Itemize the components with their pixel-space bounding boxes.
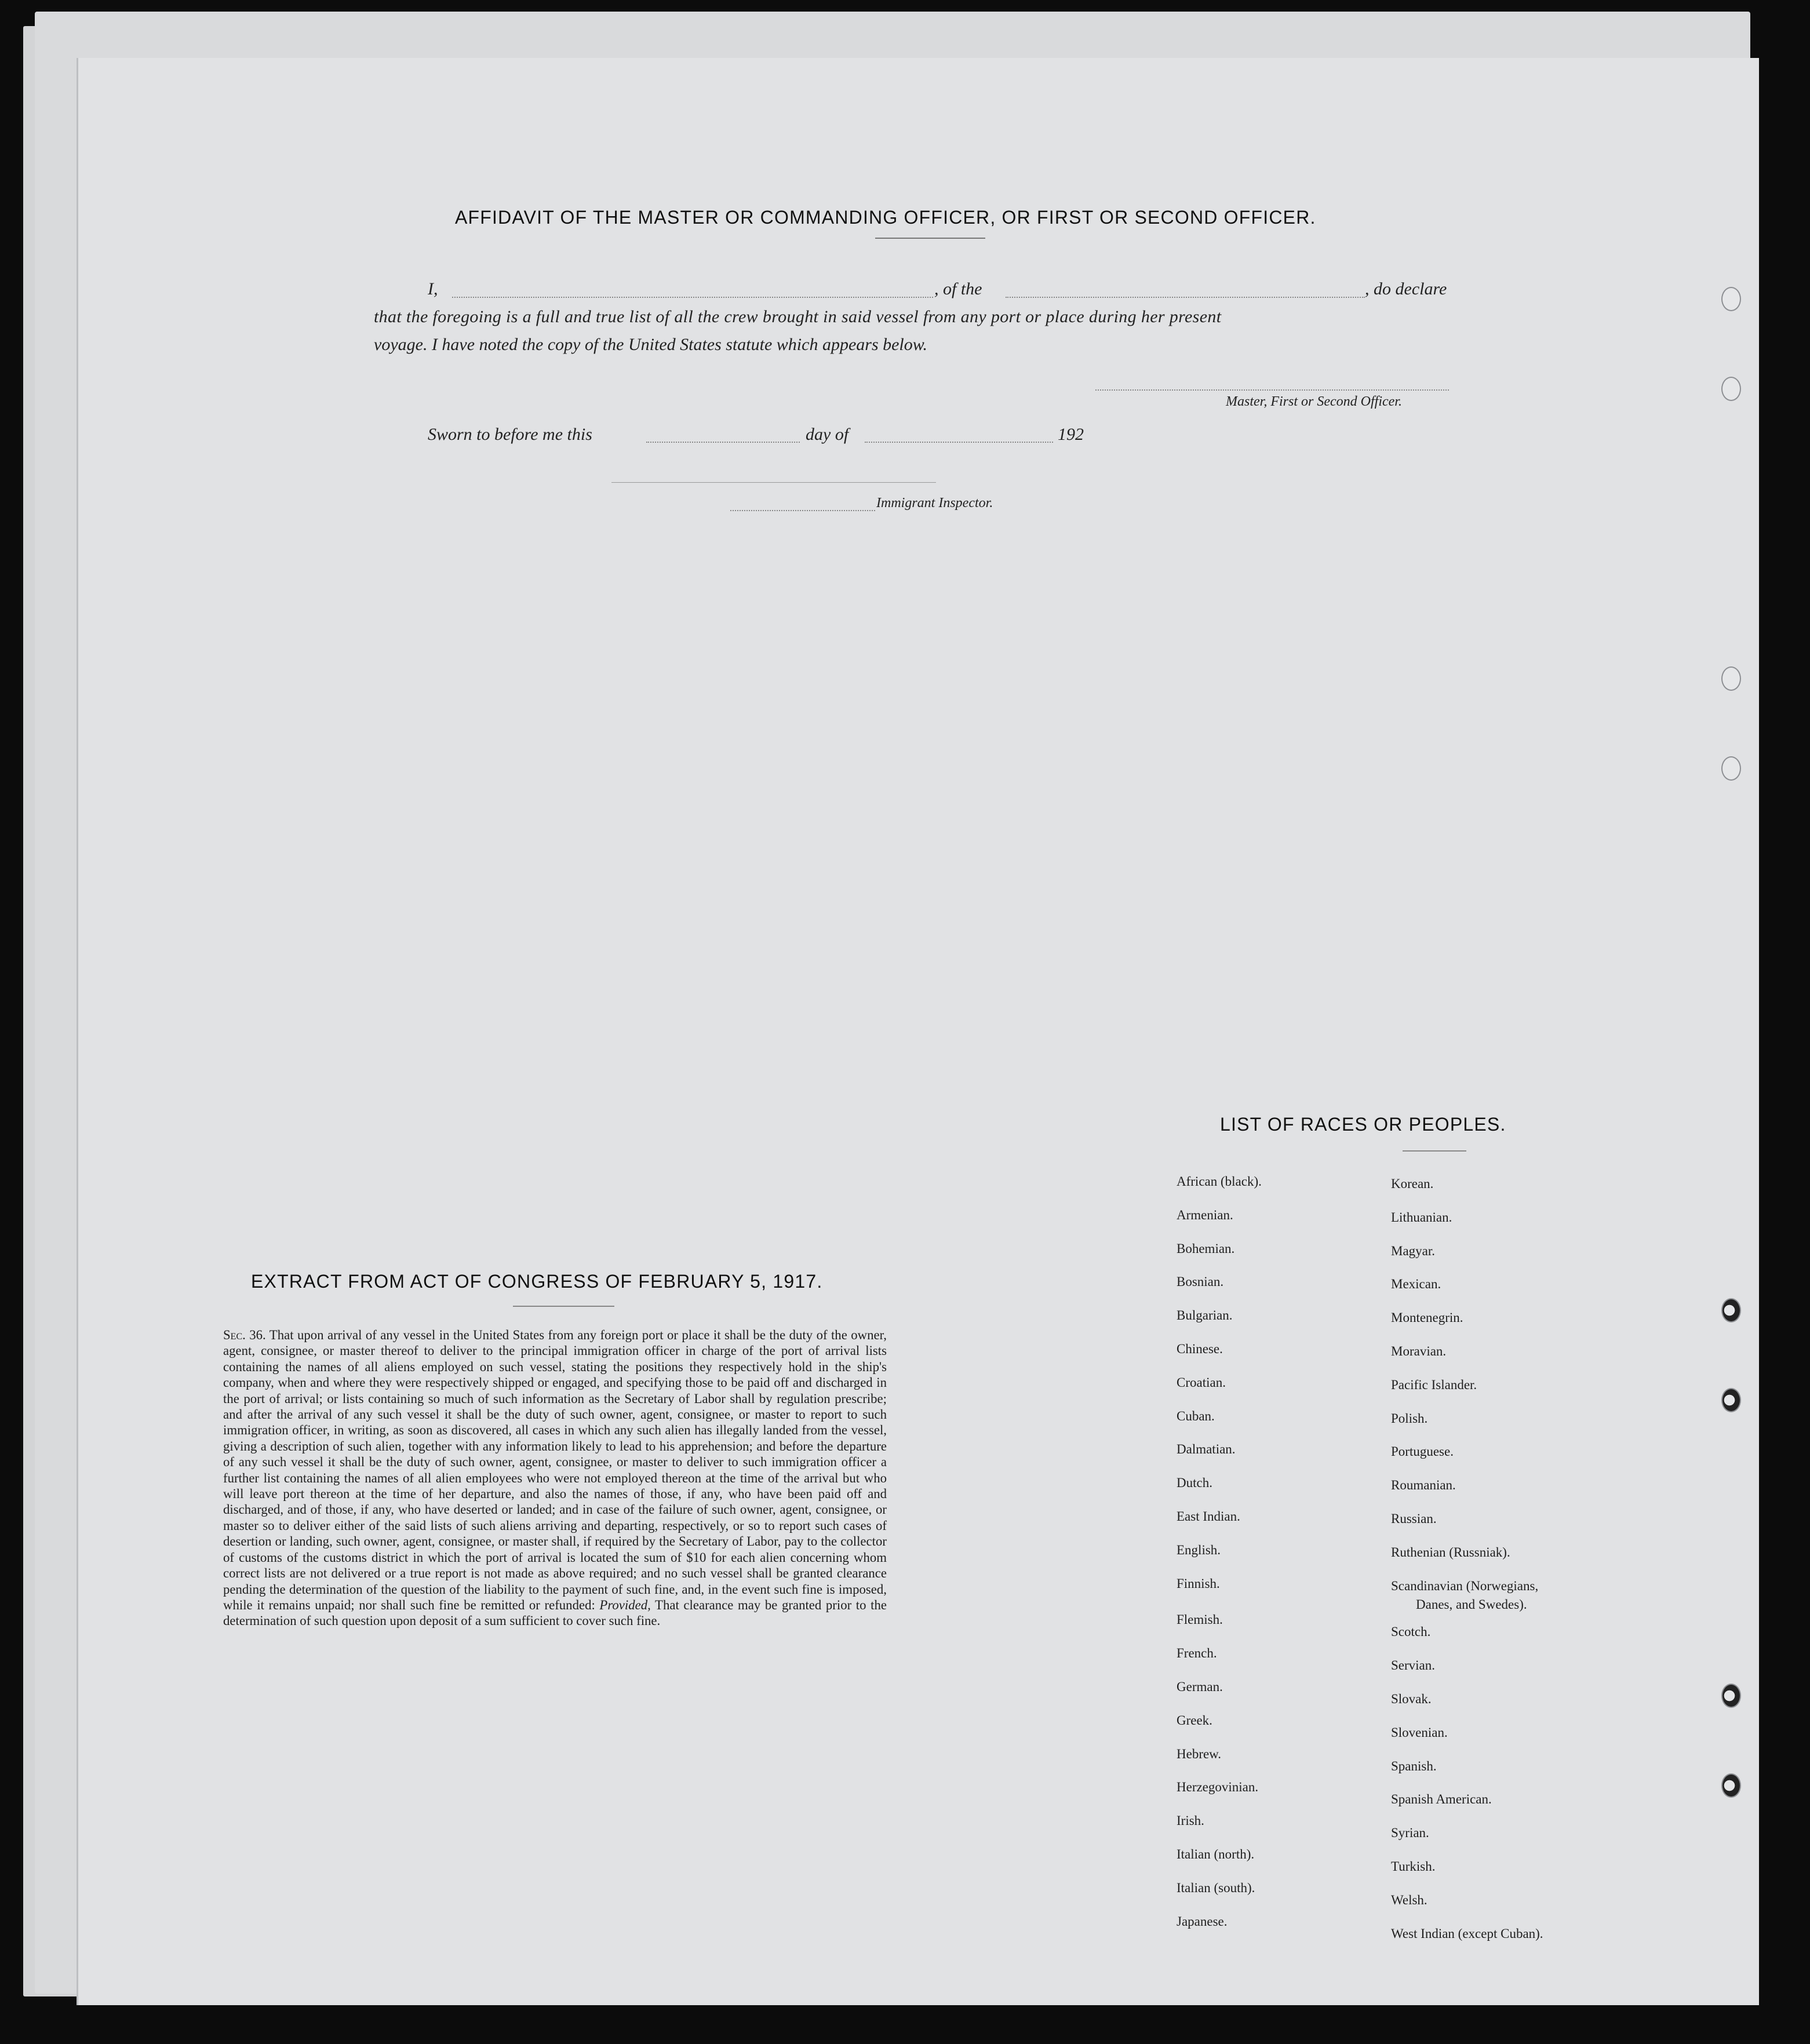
race-item: East Indian.	[1177, 1509, 1240, 1524]
race-item: French.	[1177, 1646, 1217, 1661]
race-item: Italian (north).	[1177, 1847, 1255, 1861]
race-item: Portuguese.	[1391, 1444, 1454, 1459]
race-item: Bosnian.	[1177, 1274, 1224, 1289]
race-item: Korean.	[1391, 1176, 1434, 1191]
race-item: English.	[1177, 1542, 1221, 1557]
race-item: Cuban.	[1177, 1408, 1215, 1423]
statute-proviso: That clearance may be granted prior to the determination of such question upon deposit of a sum sufficient to cover such fine.	[223, 1597, 887, 1628]
race-item: Danes, and Swedes).	[1416, 1597, 1527, 1612]
punch-hole	[1721, 287, 1741, 311]
race-item: Pacific Islander.	[1391, 1377, 1477, 1392]
race-item: Spanish American.	[1391, 1792, 1492, 1807]
signature-label: Master, First or Second Officer.	[1226, 394, 1402, 409]
inspector-line	[730, 510, 875, 511]
day-of-label: day of	[806, 425, 849, 444]
race-item: Finnish.	[1177, 1576, 1220, 1591]
race-item: Welsh.	[1391, 1892, 1427, 1907]
section-label: Sec. 36.	[223, 1328, 266, 1342]
punch-hole	[1721, 666, 1741, 691]
race-item: Dutch.	[1177, 1475, 1212, 1491]
race-item: Dalmatian.	[1177, 1442, 1236, 1457]
race-item: Roumanian.	[1391, 1478, 1456, 1493]
race-item: African (black).	[1177, 1174, 1262, 1189]
race-item: Croatian.	[1177, 1375, 1226, 1390]
affidavit-of-the-label: , of the	[934, 279, 982, 298]
race-item: West Indian (except Cuban).	[1391, 1926, 1543, 1941]
race-item: Montenegrin.	[1391, 1310, 1463, 1325]
punch-hole	[1721, 1388, 1741, 1412]
statute-body: That upon arrival of any vessel in the United States from any foreign port or place it shall be the duty of the owner, agent, consignee, or master thereof to deliver to the principal immigration officer in charge of the port of arrival lists containing the names of all aliens employed on such vessel, stating the positions they respectively hold in the ship's company, when and where they were respectively shipped or engaged, and specifying those to be paid off and discharged in the port of arrival; or lists containing so much of such information as the Secretary of Labor shall by regulation prescribe; and after the arrival of any such vessel it shall be the duty of such owner, agent, consignee, or master to report to such immigration officer, in writing, as soon as discovered, all cases in which any such alien has illegally landed from the vessel, giving a description of such alien, together with any information likely to lead to his apprehension; and before the departure of any such vessel it shall be the duty of such owner, agent, consignee, or master to deliver to such immigration officer a further list containing the names of all alien employees who were not employed thereon at the time of the arrival but who will leave port thereon at the time of her departure, and also the names of those, if any, who have been paid off and discharged, and of those, if any, who have deserted or landed; and in case of the failure of such owner, agent, consignee, or master so to deliver either of the said lists of such aliens arriving and departing, respectively, or so to report such cases of desertion or landing, such owner, agent, consignee, or master shall, if required by the Secretary of Labor, pay to the collector of customs of the customs district in which the port of arrival is located the sum of $10 for each alien concerning whom correct lists are not delivered or a true report is not made as above required; and no such vessel shall be granted clearance pending the determination of the question of the liability to the payment of such fine, and, in the event such fine is imposed, while it remains unpaid; nor shall such fine be remitted or refunded:	[223, 1328, 887, 1612]
race-item: Armenian.	[1177, 1207, 1233, 1222]
race-item: Chinese.	[1177, 1342, 1223, 1356]
extract-title-rule	[513, 1306, 614, 1307]
punch-hole	[1721, 1684, 1741, 1708]
sworn-day-line	[646, 442, 800, 443]
sworn-month-line	[865, 442, 1053, 443]
race-item: Flemish.	[1177, 1612, 1223, 1627]
race-item: Italian (south).	[1177, 1880, 1255, 1895]
race-item: Ruthenian (Russniak).	[1391, 1544, 1510, 1560]
races-title-rule	[1403, 1150, 1466, 1152]
race-item: Scandinavian (Norwegians,	[1391, 1578, 1539, 1593]
provided-label: Provided,	[599, 1597, 651, 1612]
race-item: Herzegovinian.	[1177, 1780, 1259, 1795]
race-item: Russian.	[1391, 1511, 1437, 1526]
affidavit-line-3: voyage. I have noted the copy of the United States statute which appears below.	[374, 335, 928, 354]
name-field-line	[452, 297, 933, 298]
race-item: Lithuanian.	[1391, 1209, 1452, 1225]
races-title: LIST OF RACES OR PEOPLES.	[1220, 1114, 1506, 1135]
punch-hole	[1721, 756, 1741, 781]
affidavit-title-rule	[875, 238, 985, 239]
race-item: Syrian.	[1391, 1826, 1429, 1841]
bleed-through-text	[322, 154, 1759, 187]
race-item: Spanish.	[1391, 1758, 1437, 1773]
inspector-label: Immigrant Inspector.	[876, 495, 993, 511]
race-item: Magyar.	[1391, 1243, 1436, 1258]
race-item: Slovak.	[1391, 1692, 1432, 1706]
race-item: Irish.	[1177, 1813, 1204, 1828]
race-item: German.	[1177, 1679, 1223, 1694]
affidavit-declare-label: , do declare	[1365, 279, 1447, 298]
race-item: Slovenian.	[1391, 1725, 1448, 1740]
inspector-rule	[611, 482, 936, 483]
race-item: Mexican.	[1391, 1277, 1441, 1292]
punch-hole	[1721, 1298, 1741, 1322]
extract-title: EXTRACT FROM ACT OF CONGRESS OF FEBRUARY 5, 1917.	[251, 1271, 823, 1292]
punch-hole	[1721, 377, 1741, 401]
affidavit-line-2: that the foregoing is a full and true list of all the crew brought in said vessel from any port or place during her present	[374, 307, 1222, 326]
race-item: Hebrew.	[1177, 1746, 1222, 1761]
race-item: Bulgarian.	[1177, 1308, 1233, 1323]
affidavit-title: AFFIDAVIT OF THE MASTER OR COMMANDING OFFICER, OR FIRST OR SECOND OFFICER.	[455, 207, 1316, 228]
race-item: Polish.	[1391, 1411, 1428, 1426]
affidavit-i-label: I,	[428, 279, 438, 298]
race-item: Greek.	[1177, 1713, 1212, 1728]
vessel-field-line	[1006, 297, 1365, 298]
race-item: Moravian.	[1391, 1344, 1447, 1358]
sworn-label: Sworn to before me this	[428, 425, 592, 444]
race-item: Bohemian.	[1177, 1241, 1235, 1256]
race-item: Servian.	[1391, 1658, 1436, 1673]
race-item: Scotch.	[1391, 1624, 1431, 1639]
year-label: 192	[1058, 425, 1084, 444]
signature-line	[1095, 389, 1449, 391]
race-item: Turkish.	[1391, 1859, 1436, 1874]
punch-hole	[1721, 1773, 1741, 1798]
statute-text	[223, 1327, 887, 1629]
race-item: Japanese.	[1177, 1914, 1228, 1929]
